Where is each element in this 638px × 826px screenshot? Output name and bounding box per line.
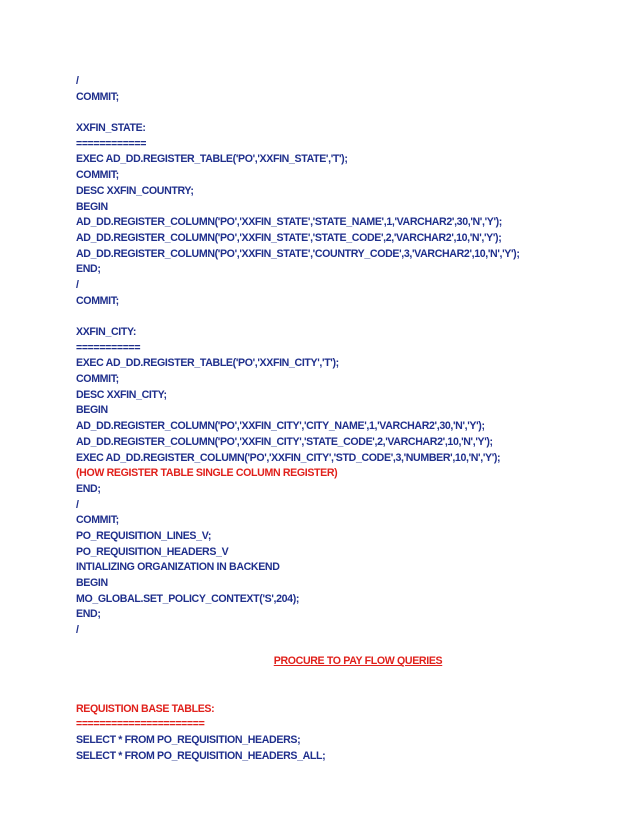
code-line: BEGIN [76,404,108,417]
code-line: COMMIT; [76,90,119,103]
code-line: EXEC AD_DD.REGISTER_TABLE('PO','XXFIN_CITY','T'); [76,357,339,370]
code-line: DESC XXFIN_CITY; [76,388,167,401]
blank-line [76,639,596,655]
document-page [76,74,596,764]
section-underline: =========== [76,341,141,354]
code-line: EXEC AD_DD.REGISTER_COLUMN('PO','XXFIN_CITY','STD_CODE',3,'NUMBER',10,'N','Y'); [76,451,501,464]
code-line: AD_DD.REGISTER_COLUMN('PO','XXFIN_STATE','STATE_NAME',1,'VARCHAR2',30,'N','Y'); [76,216,502,229]
blank-line [76,105,596,121]
code-line: COMMIT; [76,294,119,307]
code-line: AD_DD.REGISTER_COLUMN('PO','XXFIN_CITY','CITY_NAME',1,'VARCHAR2',30,'N','Y'); [76,420,485,433]
query-line: SELECT * FROM PO_REQUISITION_HEADERS; [76,733,301,746]
code-line: COMMIT; [76,373,119,386]
code-line: PO_REQUISITION_LINES_V; [76,529,212,542]
code-line: INTIALIZING ORGANIZATION IN BACKEND [76,561,280,574]
code-line: / [76,278,79,291]
code-line: DESC XXFIN_COUNTRY; [76,184,194,197]
code-line: COMMIT; [76,514,119,527]
code-line: MO_GLOBAL.SET_POLICY_CONTEXT('S',204); [76,592,300,605]
code-line: BEGIN [76,200,108,213]
code-line: BEGIN [76,577,108,589]
code-line: PO_REQUISITION_HEADERS_V [76,545,229,558]
code-line: END; [76,263,101,276]
note-line: (HOW REGISTER TABLE SINGLE COLUMN REGISTER) [76,467,338,480]
blank-line [76,309,596,325]
code-line: / [76,75,79,87]
section-underline: ============ [76,137,147,150]
code-line: END; [76,608,101,621]
section-label-xxfin-state: XXFIN_STATE: [76,122,146,135]
requisition-title: REQUISTION BASE TABLES: [76,702,215,715]
code-line: / [76,498,79,511]
query-line: SELECT * FROM PO_REQUISITION_HEADERS_ALL; [76,749,326,762]
code-line: EXEC AD_DD.REGISTER_TABLE('PO','XXFIN_STATE','T'); [76,153,348,166]
code-line: AD_DD.REGISTER_COLUMN('PO','XXFIN_STATE','COUNTRY_CODE',3,'VARCHAR2',10,'N','Y'); [76,247,520,260]
blank-line [76,670,596,701]
code-line: COMMIT; [76,169,119,182]
section-heading: PROCURE TO PAY FLOW QUERIES [273,655,443,668]
code-line: / [76,624,79,637]
code-line: END; [76,482,101,495]
section-label-xxfin-city: XXFIN_CITY: [76,326,137,338]
code-line: AD_DD.REGISTER_COLUMN('PO','XXFIN_STATE','STATE_CODE',2,'VARCHAR2',10,'N','Y'); [76,231,502,244]
requisition-underline: ====================== [76,718,205,731]
code-line: AD_DD.REGISTER_COLUMN('PO','XXFIN_CITY','STATE_CODE',2,'VARCHAR2',10,'N','Y'); [76,435,493,448]
